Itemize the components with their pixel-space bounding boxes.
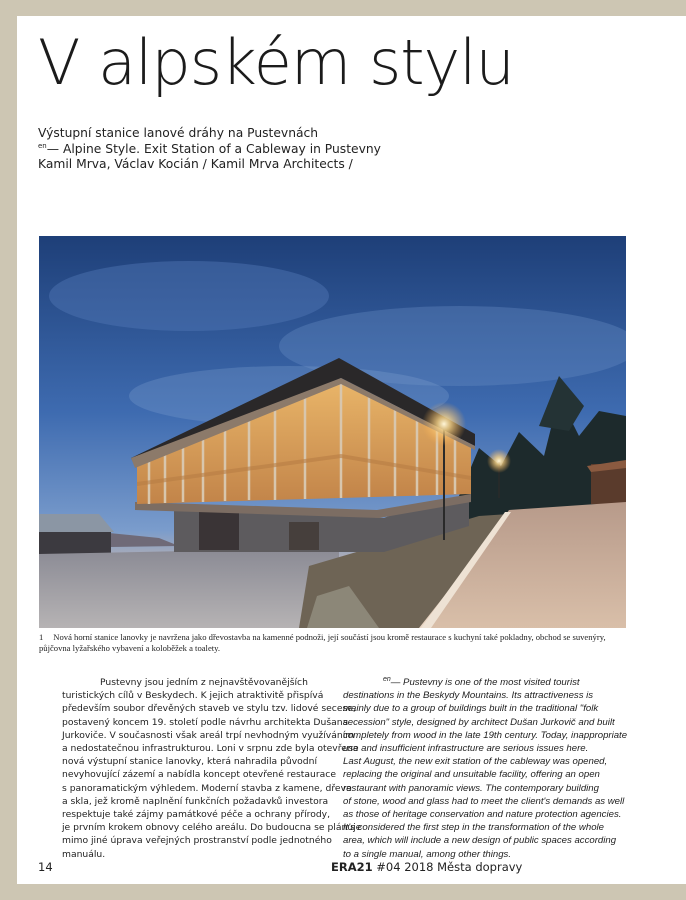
text-line: turistických cílů v Beskydech. K jejich atraktivitě přispívá xyxy=(62,690,324,702)
en-marker: en xyxy=(383,675,391,683)
page-number: 14 xyxy=(38,860,53,874)
text-line: secession" style, designed by architect Dušan Jurkovič and built xyxy=(343,716,615,728)
text-line: postavený koncem 19. století podle návrhu architekta Dušana xyxy=(62,716,349,728)
authors: Kamil Mrva, Václav Kocián / Kamil Mrva Architects / xyxy=(38,157,353,171)
en-marker: en xyxy=(38,141,47,150)
magazine-page xyxy=(17,16,686,884)
building-photo xyxy=(39,236,626,628)
text-line: use and insufficient infrastructure are serious issues here. xyxy=(343,743,589,755)
text-line: mimo jiné úprava veřejných prostranství podle jednotného xyxy=(62,835,332,847)
text-line: $^{en}$— Pustevny is one of the most visited tourist xyxy=(383,675,580,688)
text-line: respektuje také zájmy památkové péče a ochrany přírody, xyxy=(62,809,331,821)
text-line: destinations in the Beskydy Mountains. Its attractiveness is xyxy=(343,690,594,702)
article-title: V alpském stylu xyxy=(38,26,514,99)
magazine-name: ERA21 xyxy=(331,860,373,874)
text-line: je prvním krokem obnovy celého areálu. Do budoucna se plánuje xyxy=(62,822,362,834)
text-line: completely from wood in the late 19th century. Today, inappropriate xyxy=(343,729,628,741)
text-line: to a single manual, among other things. xyxy=(343,848,511,860)
text-line: Jurkoviče. V současnosti však areál trpí nevhodným využíváním xyxy=(62,729,355,741)
text-line: as those of heritage conservation and nature protection agencies. xyxy=(343,809,622,821)
text-line: of stone, wood and glass had to meet the client's demands as well xyxy=(343,795,625,807)
subtitle-en: — Alpine Style. Exit Station of a Cableway in Pustevny xyxy=(46,141,381,156)
photo-caption xyxy=(39,632,637,654)
text-line: především soubor dřevěných staveb ve stylu tzv. lidové secese, xyxy=(62,703,356,715)
text-line: nevyhovující zázemí a nabídla koncept otevřené restaurace xyxy=(62,769,336,781)
body-text-czech xyxy=(62,676,362,861)
text-line: It's considered the first step in the transformation of the whole xyxy=(343,822,604,834)
text-line: a nedostatečnou infrastrukturou. Loni v srpnu zde byla otevřena xyxy=(62,743,359,755)
body-text-english xyxy=(343,676,643,861)
caption-line: Nová horní stanice lanovky je navržena jako dřevostavba na kamenné podnoži, její součástí jsou kromě restaurace s kuchyní také pokladny, obchod se suvenýry, xyxy=(53,632,606,642)
caption-line: půjčovna lyžařského vybavení a koloběžek a toalety. xyxy=(39,643,221,653)
text-line: s panoramatickým výhledem. Moderní stavba z kamene, dřeva xyxy=(62,782,352,794)
text-line: manuálu. xyxy=(62,848,106,860)
subtitle-en-line xyxy=(38,142,638,158)
article-subtitle-block xyxy=(38,126,638,173)
magazine-issue: #04 2018 Města dopravy xyxy=(376,860,523,874)
text-line: area, which will include a new design of public spaces according xyxy=(343,835,617,847)
text-line: restaurant with panoramic views. The contemporary building xyxy=(343,782,599,794)
text-line: Pustevny jsou jedním z nejnavštěvovanějších xyxy=(100,677,308,688)
text-line: mainly due to a group of buildings built in the traditional "folk xyxy=(343,703,599,715)
text-line: Last August, the new exit station of the cableway was opened, xyxy=(343,756,608,768)
text-line: nová výstupní stanice lanovky, která nahradila původní xyxy=(62,756,317,768)
text-line: replacing the original and unsuitable facility, offering an open xyxy=(343,769,600,781)
subtitle-cz: Výstupní stanice lanové dráhy na Pustevnách xyxy=(38,126,319,140)
magazine-footer xyxy=(331,860,522,874)
caption-number: 1 xyxy=(39,632,44,642)
text-line: a skla, jež kromě naplnění funkčních požadavků investora xyxy=(62,795,329,807)
